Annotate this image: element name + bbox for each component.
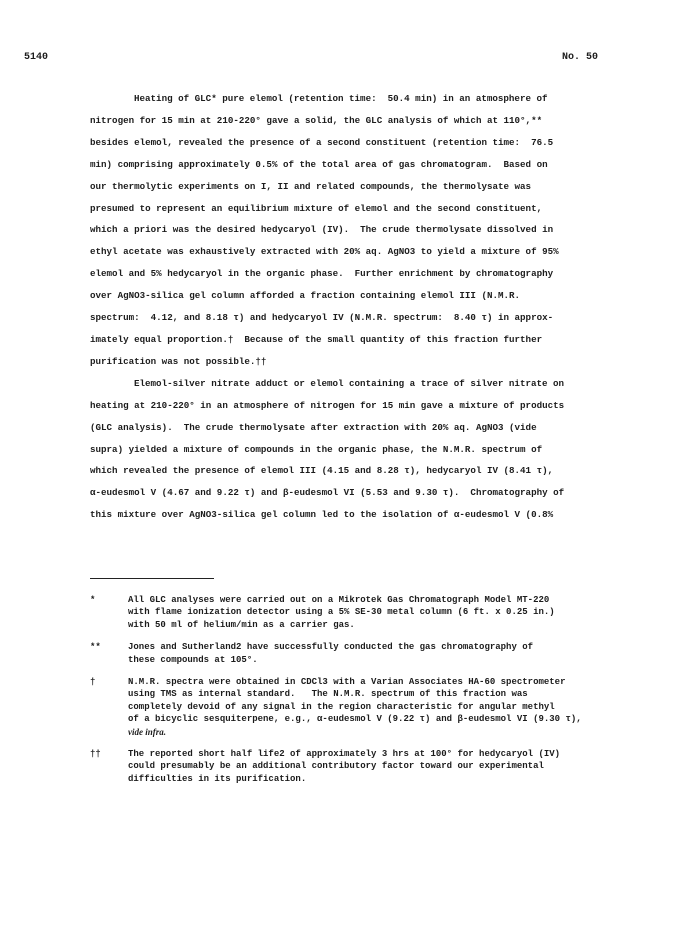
footnote-line: vide infra. — [128, 726, 166, 737]
text-line: Elemol-silver nitrate adduct or elemol containing a trace of silver nitrate on — [134, 377, 565, 389]
footnote-line: could presumably be an additional contributory factor toward our experimental — [128, 761, 544, 772]
footnote — [90, 676, 650, 738]
footnote-line: difficulties in its purification. — [128, 773, 307, 784]
footnotes — [90, 594, 650, 795]
footnote-line: with flame ionization detector using a 5% SE-30 metal column (6 ft. x 0.25 in.) — [128, 607, 555, 618]
footnote-line: Jones and Sutherland2 have successfully conducted the gas chromatography of — [128, 642, 534, 653]
text-line: Heating of GLC* pure elemol (retention time: 50.4 min) in an atmosphere of — [134, 93, 548, 104]
main-text — [90, 88, 590, 526]
footnote-line: N.M.R. spectra were obtained in CDCl3 with a Varian Associates HA-60 spectrometer — [128, 677, 566, 688]
text-line: our thermolytic experiments on I, II and related compounds, the thermolysate was — [90, 180, 532, 192]
footnote — [90, 641, 650, 666]
text-line: which a priori was the desired hedycaryol (IV). The crude thermolysate dissolved in — [90, 224, 554, 236]
footnote-line: these compounds at 105°. — [128, 654, 258, 665]
text-line: over AgNO3-silica gel column afforded a fraction containing elemol III (N.M.R. — [90, 290, 521, 302]
footnote-line: of a bicyclic sesquiterpene, e.g., α-eudesmol V (9.22 τ) and β-eudesmol VI (9.30 τ), — [128, 714, 582, 725]
page-number: 5140 — [24, 52, 49, 63]
text-line: heating at 210-220° in an atmosphere of nitrogen for 15 min gave a mixture of products — [90, 399, 565, 411]
footnote-line: using TMS as internal standard. The N.M.R. spectrum of this fraction was — [128, 689, 528, 700]
footnote-line: completely devoid of any signal in the region characteristic for angular methyl — [128, 701, 555, 712]
text-line: min) comprising approximately 0.5% of the total area of gas chromatogram. Based on — [90, 158, 548, 170]
text-line: imately equal proportion.† Because of the small quantity of this fraction further — [90, 333, 543, 345]
text-line: purification was not possible.†† — [90, 355, 267, 367]
footnote-mark: †† — [90, 749, 101, 760]
text-line: besides elemol, revealed the presence of a second constituent (retention time: 76.5 — [90, 136, 554, 148]
text-line: elemol and 5% hedycaryol in the organic phase. Further enrichment by chromatography — [90, 268, 554, 280]
text-line: supra) yielded a mixture of compounds in the organic phase, the N.M.R. spectrum of — [90, 443, 543, 455]
footnote-mark: * — [90, 595, 96, 605]
footnote-line: All GLC analyses were carried out on a Mikrotek Gas Chromatograph Model MT-220 — [128, 595, 550, 605]
text-line: α-eudesmol V (4.67 and 9.22 τ) and β-eudesmol VI (5.53 and 9.30 τ). Chromatography of — [90, 487, 565, 499]
footnote — [90, 594, 650, 631]
text-line: presumed to represent an equilibrium mixture of elemol and the second constituent, — [90, 202, 543, 214]
text-line: ethyl acetate was exhaustively extracted with 20% aq. AgNO3 to yield a mixture of 95% — [90, 246, 559, 258]
footnote-line: The reported short half life2 of approximately 3 hrs at 100° for hedycaryol (IV) — [128, 749, 561, 760]
footnote-line: with 50 ml of helium/min as a carrier gas. — [128, 619, 355, 630]
text-line: spectrum: 4.12, and 8.18 τ) and hedycaryol IV (N.M.R. spectrum: 8.40 τ) in approx- — [90, 312, 554, 324]
footnote-mark: † — [90, 677, 96, 688]
text-line: which revealed the presence of elemol III (4.15 and 8.28 τ), hedycaryol IV (8.41 τ), — [90, 465, 554, 477]
footnote-mark: ** — [90, 642, 101, 653]
footnote — [90, 748, 650, 785]
footnote-divider — [90, 578, 214, 579]
text-line: (GLC analysis). The crude thermolysate after extraction with 20% aq. AgNO3 (vide — [90, 421, 537, 433]
issue-number: No. 50 — [561, 52, 598, 63]
text-line: nitrogen for 15 min at 210-220° gave a solid, the GLC analysis of which at 110°,** — [90, 114, 543, 126]
text-line: this mixture over AgNO3-silica gel column led to the isolation of α-eudesmol V (0.8% — [90, 509, 554, 521]
